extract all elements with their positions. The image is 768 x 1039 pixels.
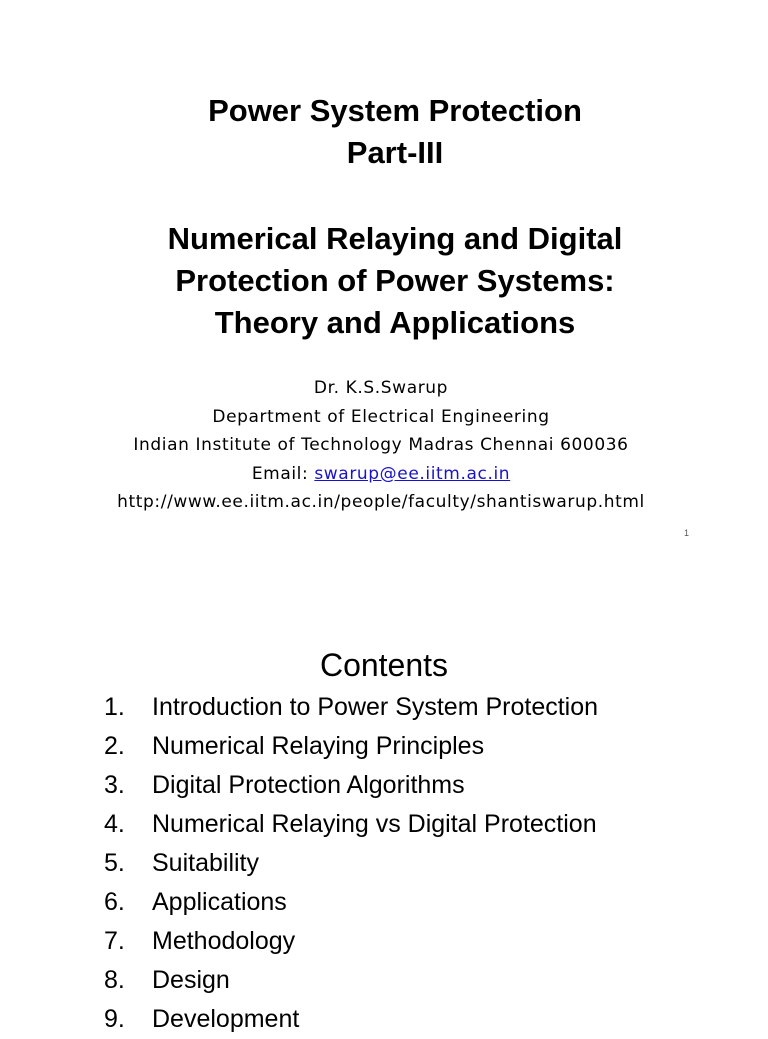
item-number: 6. (104, 888, 125, 916)
contents-item (104, 766, 724, 805)
contents-list (104, 688, 724, 1039)
item-number: 1. (104, 693, 125, 721)
contents-title: Contents (319, 647, 449, 683)
email-link[interactable]: swarup@ee.iitm.ac.in (314, 463, 511, 484)
slide-number: 1 (684, 528, 690, 538)
item-number: 5. (104, 849, 125, 877)
author-block (0, 374, 762, 517)
subtitle (0, 218, 768, 344)
item-label: Digital Protection Algorithms (152, 771, 465, 799)
item-label: Design (152, 966, 230, 994)
contents-item (104, 844, 724, 883)
item-label: Suitability (152, 849, 259, 877)
email-line (0, 460, 762, 489)
item-label: Applications (152, 888, 287, 916)
contents-item (104, 805, 724, 844)
contents-item (104, 688, 724, 727)
contents-item (104, 961, 724, 1000)
department: Department of Electrical Engineering (212, 406, 550, 427)
item-label: Numerical Relaying Principles (152, 732, 485, 760)
main-title (0, 90, 768, 174)
item-label: Methodology (152, 927, 296, 955)
institute: Indian Institute of Technology Madras Chennai 600036 (133, 435, 629, 455)
subtitle-line-1: Numerical Relaying and Digital (167, 221, 623, 256)
item-number: 8. (104, 966, 125, 994)
item-number: 7. (104, 927, 125, 955)
website-url: http://www.ee.iitm.ac.in/people/faculty/shantiswarup.html (117, 492, 645, 512)
author-name: Dr. K.S.Swarup (313, 378, 449, 398)
item-number: 4. (104, 810, 125, 838)
item-label: Introduction to Power System Protection (152, 693, 599, 721)
email-label: Email: (251, 463, 315, 484)
item-label: Development (152, 1005, 300, 1033)
title-line-1: Power System Protection (208, 93, 582, 128)
contents-item (104, 922, 724, 961)
item-number: 3. (104, 771, 125, 799)
subtitle-line-2: Protection of Power Systems: (175, 263, 615, 298)
contents-item (104, 883, 724, 922)
item-number: 2. (104, 732, 125, 760)
contents-item (104, 1000, 724, 1039)
subtitle-line-3: Theory and Applications (214, 305, 576, 340)
item-label: Numerical Relaying vs Digital Protection (152, 810, 597, 838)
title-line-2: Part-III (346, 135, 444, 170)
contents-item (104, 727, 724, 766)
item-number: 9. (104, 1005, 125, 1033)
